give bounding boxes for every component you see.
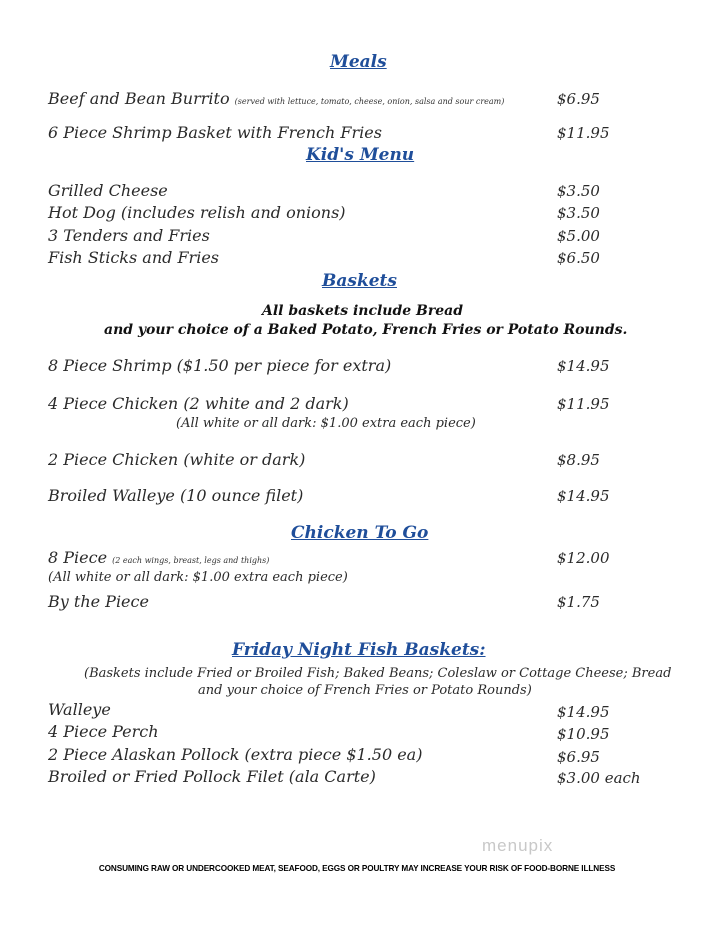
menu-item: Hot Dog (includes relish and onions) <box>48 203 346 222</box>
menu-item: Grilled Cheese <box>48 181 168 200</box>
friday-intro-line2: and your choice of French Fries or Potato Rounds) <box>198 683 532 698</box>
menu-item <box>48 89 504 108</box>
menu-item: Broiled or Fried Pollock Filet (ala Carte) <box>48 767 376 786</box>
menu-item: 6 Piece Shrimp Basket with French Fries <box>48 123 382 142</box>
menu-item-price: $12.00 <box>557 549 610 567</box>
menu-item-name: 8 Piece <box>48 548 108 567</box>
section-heading-friday-fish: Friday Night Fish Baskets: <box>232 640 486 660</box>
menu-item-price: $14.95 <box>557 703 610 721</box>
menu-item: 2 Piece Alaskan Pollock (extra piece $1.50 ea) <box>48 745 423 764</box>
baskets-intro-line1: All baskets include Bread <box>262 303 464 319</box>
menu-item-note: (2 each wings, breast, legs and thighs) <box>112 556 270 565</box>
menu-item-price: $3.50 <box>557 182 600 200</box>
menu-item-price: $3.50 <box>557 204 600 222</box>
menu-item: 2 Piece Chicken (white or dark) <box>48 450 306 469</box>
menu-item-note: (All white or all dark: $1.00 extra each piece) <box>176 416 476 431</box>
menu-item: Broiled Walleye (10 ounce filet) <box>48 486 304 505</box>
menu-item: 4 Piece Chicken (2 white and 2 dark) <box>48 394 349 413</box>
menu-item: 4 Piece Perch <box>48 722 159 741</box>
menu-item: Fish Sticks and Fries <box>48 248 219 267</box>
menu-item-price: $6.50 <box>557 249 600 267</box>
section-heading-kids-menu: Kid's Menu <box>306 145 415 165</box>
menu-item: By the Piece <box>48 592 149 611</box>
menu-item: Walleye <box>48 700 111 719</box>
menu-item: 8 Piece Shrimp ($1.50 per piece for extra) <box>48 356 392 375</box>
menu-item-price: $14.95 <box>557 487 610 505</box>
watermark-logo: menupix <box>482 836 554 855</box>
menu-item-price: $6.95 <box>557 90 600 108</box>
menu-item: 3 Tenders and Fries <box>48 226 210 245</box>
menu-item-price: $3.00 each <box>557 769 641 787</box>
section-heading-meals: Meals <box>330 52 387 72</box>
menu-item-price: $8.95 <box>557 451 600 469</box>
friday-intro-line1: (Baskets include Fried or Broiled Fish; Baked Beans; Coleslaw or Cottage Cheese; Bread <box>84 666 672 681</box>
menu-item-name: Beef and Bean Burrito <box>48 89 230 108</box>
food-safety-disclaimer: CONSUMING RAW OR UNDERCOOKED MEAT, SEAFOOD, EGGS OR POULTRY MAY INCREASE YOUR RISK OF FOOD-BORNE ILLNESS <box>98 864 616 873</box>
menu-item-subnote: (All white or all dark: $1.00 extra each piece) <box>48 570 348 585</box>
menu-item-price: $11.95 <box>557 395 610 413</box>
menu-item-price: $1.75 <box>557 593 600 611</box>
menu-item-price: $11.95 <box>557 124 610 142</box>
menu-item-price: $5.00 <box>557 227 600 245</box>
baskets-intro-line2: and your choice of a Baked Potato, French Fries or Potato Rounds. <box>104 322 628 338</box>
menu-item-price: $6.95 <box>557 748 600 766</box>
section-heading-chicken-to-go: Chicken To Go <box>291 523 429 543</box>
menu-item-price: $14.95 <box>557 357 610 375</box>
menu-item <box>48 548 269 567</box>
menu-item-price: $10.95 <box>557 725 610 743</box>
section-heading-baskets: Baskets <box>322 271 397 291</box>
menu-item-note: (served with lettuce, tomato, cheese, onion, salsa and sour cream) <box>234 97 505 106</box>
